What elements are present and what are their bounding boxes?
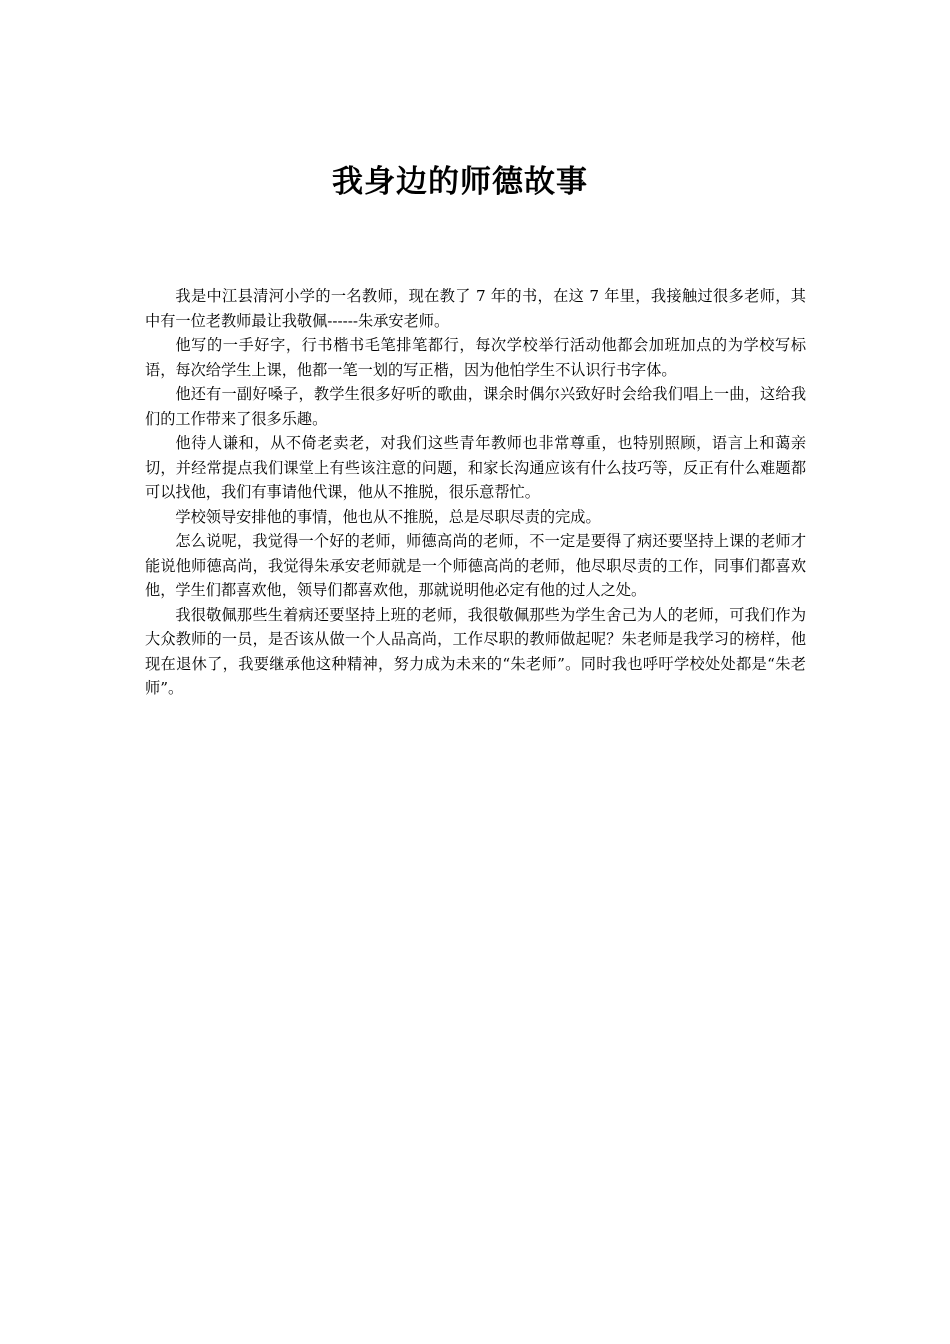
paragraph: 我很敬佩那些生着病还要坚持上班的老师，我很敬佩那些为学生舍己为人的老师，可我们作为大众教师的一员，是否该从做一个人品高尚，工作尽职的教师做起呢？朱老师是我学习的榜样，他现在退休了，我要继承他这种精神，努力成为未来的“朱老师”。同时我也呼吁学校处处都是“朱老师”。 bbox=[145, 605, 806, 697]
paragraph: 我是中江县清河小学的一名教师，现在教了 7 年的书，在这 7 年里，我接触过很多老师，其中有一位老教师最让我敬佩------朱承安老师。 bbox=[145, 287, 806, 330]
paragraph: 怎么说呢，我觉得一个好的老师，师德高尚的老师，不一定是要得了病还要坚持上课的老师才能说他师德高尚，我觉得朱承安老师就是一个师德高尚的老师，他尽职尽责的工作，同事们都喜欢他，学生们都喜欢他，领导们都喜欢他，那就说明他必定有他的过人之处。 bbox=[145, 532, 806, 599]
document-title: 我身边的师德故事 bbox=[332, 164, 588, 200]
document-body bbox=[145, 284, 806, 701]
paragraph: 他写的一手好字，行书楷书毛笔排笔都行，每次学校举行活动他都会加班加点的为学校写标语，每次给学生上课，他都一笔一划的写正楷，因为他怕学生不认识行书字体。 bbox=[145, 336, 806, 379]
paragraph: 学校领导安排他的事情，他也从不推脱，总是尽职尽责的完成。 bbox=[175, 507, 601, 526]
paragraph: 他还有一副好嗓子，教学生很多好听的歌曲，课余时偶尔兴致好时会给我们唱上一曲，这给我们的工作带来了很多乐趣。 bbox=[145, 385, 806, 428]
paragraph: 他待人谦和，从不倚老卖老，对我们这些青年教师也非常尊重，也特别照顾，语言上和蔼亲切，并经常提点我们课堂上有些该注意的问题，和家长沟通应该有什么技巧等，反正有什么难题都可以找他，我们有事请他代课，他从不推脱，很乐意帮忙。 bbox=[145, 434, 806, 501]
